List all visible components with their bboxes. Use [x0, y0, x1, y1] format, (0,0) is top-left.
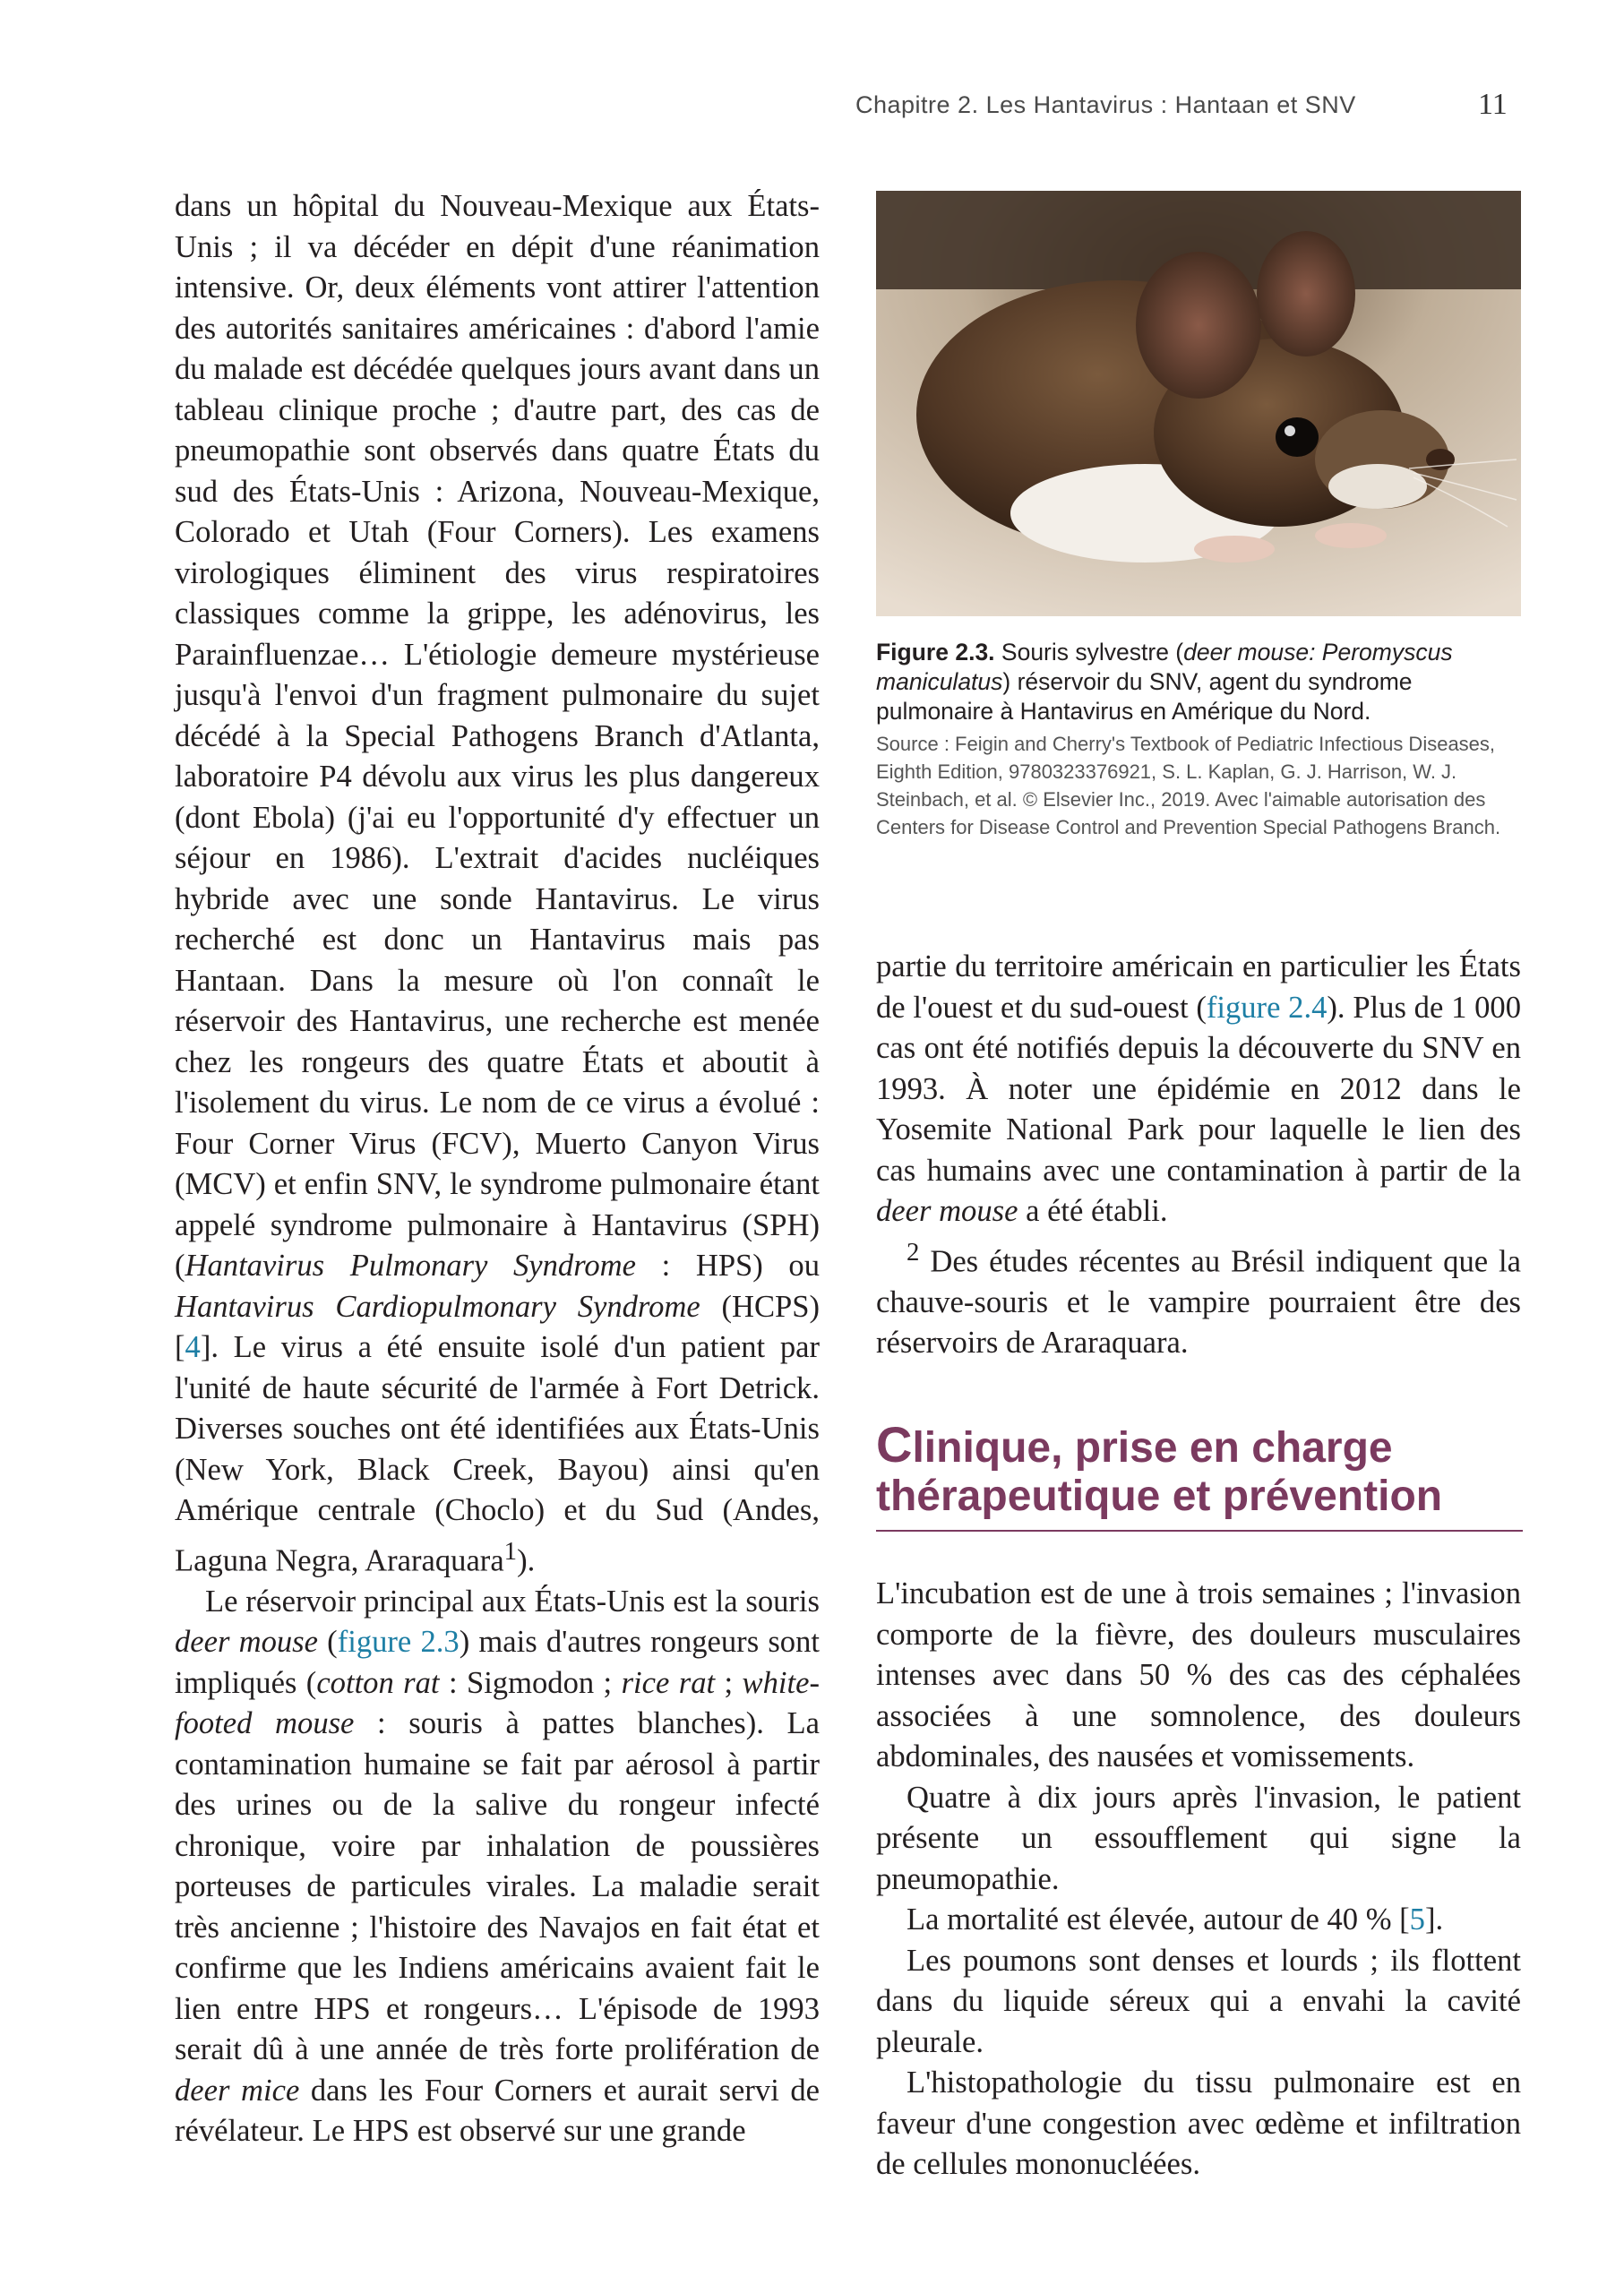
figure-label: Figure 2.3. [876, 639, 995, 666]
figure-photo-deer-mouse [876, 191, 1521, 616]
term-italic: white-footed mouse [175, 1665, 820, 1741]
reference-link[interactable]: 5 [1409, 1902, 1425, 1937]
term-italic: deer mice [175, 2073, 300, 2108]
paragraph: dans un hôpital du Nouveau-Mexique aux États-Unis ; il va décéder en dépit d'une réanimation intensive. Or, deux éléments vont attirer l'attention des autorités sanitaires américaines : d'abord l'amie du malade est décédée quelques jours avant dans un tableau clinique proche ; d'autre part, des cas de pneumopathie sont observés dans quatre États du sud des États-Unis : Arizona, Nouveau-Mexique, Colorado et Utah (Four Corners). Les examens virologiques éliminent des virus respiratoires classiques comme la grippe, les adénovirus, les Parainfluenzae… L'étiologie demeure mystérieuse jusqu'à l'envoi d'un fragment pulmonaire du sujet décédé à la Special Pathogens Branch d'Atlanta, laboratoire P4 dévolu aux virus les plus dangereux (dont Ebola) (j'ai eu l'opportunité d'y effectuer un séjour en 1986). L'extrait d'acides nucléiques hybride avec une sonde Hantavirus. Le virus recherché est donc un Hantavirus mais pas Hantaan. Dans la mesure où l'on connaît le réservoir des Hantavirus, une recherche est menée chez les rongeurs des quatre États et aboutit à l'isolement du virus. Le nom de ce virus a évolué : Four Corner Virus (FCV), Muerto Canyon Virus (MCV) et enfin SNV, le syndrome pulmonaire étant appelé syndrome pulmonaire à Hantavirus (SPH) (Hantavirus Pulmonary Syndrome : HPS) ou Hantavirus Cardiopulmonary Syndrome (HCPS) [4]. Le virus a été ensuite isolé d'un patient par l'unité de haute sécurité de l'armée à Fort Detrick. Diverses souches ont été identifiées aux États-Unis (New York, Black Creek, Bayou) ainsi qu'en Amérique centrale (Choclo) et du Sud (Andes, Laguna Negra, Araraquara$^1$). [175, 189, 820, 1578]
figure-source: Source : Feigin and Cherry's Textbook of Pediatric Infectious Diseases, Eighth Edition, 9780323376921, S. L. Kaplan, G. J. Harrison, W. J. Steinbach, et al. © Elsevier Inc., 2019. Avec l'aimable autorisation des Centers for Disease Control and Prevention Special Pathogens Branch. [876, 733, 1501, 838]
species-name: deer mouse: Peromyscus maniculatus [876, 639, 1453, 695]
term-italic: cotton rat [316, 1665, 440, 1700]
term-italic: deer mouse [876, 1194, 1018, 1228]
paragraph: La mortalité est élevée, autour de 40 % [5]. [907, 1902, 1444, 1937]
term-italic: deer mouse [175, 1625, 318, 1660]
right-column-top [876, 947, 1521, 1364]
paragraph: partie du territoire américain en particulier les États de l'ouest et du sud-ouest (figure 2.4). Plus de 1 000 cas ont été notifiés depuis la découverte du SNV en 1993. À noter une épidémie en 2012 dans le Yosemite National Park pour laquelle le lien des cas humains avec une contamination à partir de la deer mouse a été établi. [876, 949, 1521, 1228]
figure-link[interactable]: figure 2.3 [337, 1625, 460, 1660]
paragraph: L'histopathologie du tissu pulmonaire est en faveur d'une congestion avec œdème et infiltration de cellules mononucléées. [876, 2065, 1521, 2181]
paragraph: Les poumons sont denses et lourds ; ils flottent dans du liquide séreux qui a envahi la cavité pleurale. [876, 1943, 1521, 2059]
page-number: 11 [1478, 88, 1508, 121]
term-italic: rice rat [621, 1665, 716, 1700]
figure-caption [876, 638, 1521, 841]
paragraph: L'incubation est de une à trois semaines ; l'invasion comporte de la fièvre, des douleurs musculaires intenses avec dans 50 % des cas des céphalées associées à une somnolence, des douleurs abdominales, des nausées et vomissements. [876, 1576, 1521, 1773]
section-title: Clinique, prise en charge thérapeutique et prévention [876, 1421, 1523, 1532]
paragraph: Quatre à dix jours après l'invasion, le patient présente un essoufflement qui signe la pneumopathie. [876, 1780, 1521, 1896]
caption-main: Figure 2.3. Souris sylvestre (deer mouse: Peromyscus maniculatus) réservoir du SNV, agent du syndrome pulmonaire à Hantavirus en Amérique du Nord. [876, 639, 1453, 725]
left-column [175, 186, 820, 2152]
term-italic: Hantavirus Cardiopulmonary Syndrome [175, 1289, 700, 1324]
right-column-bottom [876, 1574, 1521, 2186]
reference-link[interactable]: 4 [185, 1330, 201, 1364]
footnote-marker: 2 [907, 1237, 920, 1267]
deer-mouse-illustration [876, 191, 1521, 616]
paragraph: Le réservoir principal aux États-Unis est la souris deer mouse (figure 2.3) mais d'autres rongeurs sont impliqués (cotton rat : Sigmodon ; rice rat ; white-footed mouse : souris à pattes blanches). La contamination humaine se fait par aérosol à partir des urines ou de la salive du rongeur infecté chronique, voire par inhalation de poussières porteuses de particules virales. La maladie serait très ancienne ; l'histoire des Navajos en fait état et confirme que les Indiens américains avaient fait le lien entre HPS et rongeurs… L'épisode de 1993 serait dû à une année de très forte prolifération de deer mice dans les Four Corners et aurait servi de révélateur. Le HPS est observé sur une grande [175, 1584, 821, 2149]
term-italic: Hantavirus Pulmonary Syndrome [185, 1249, 637, 1283]
footnote: $^2$ Des études récentes au Brésil indiquent que la chauve-souris et le vampire pourraient être des réservoirs de Araraquara. [876, 1237, 1521, 1361]
footnote-marker[interactable]: 1 [503, 1536, 518, 1566]
running-head: Chapitre 2. Les Hantavirus : Hantaan et SNV [855, 91, 1356, 118]
figure-link[interactable]: figure 2.4 [1206, 990, 1328, 1025]
